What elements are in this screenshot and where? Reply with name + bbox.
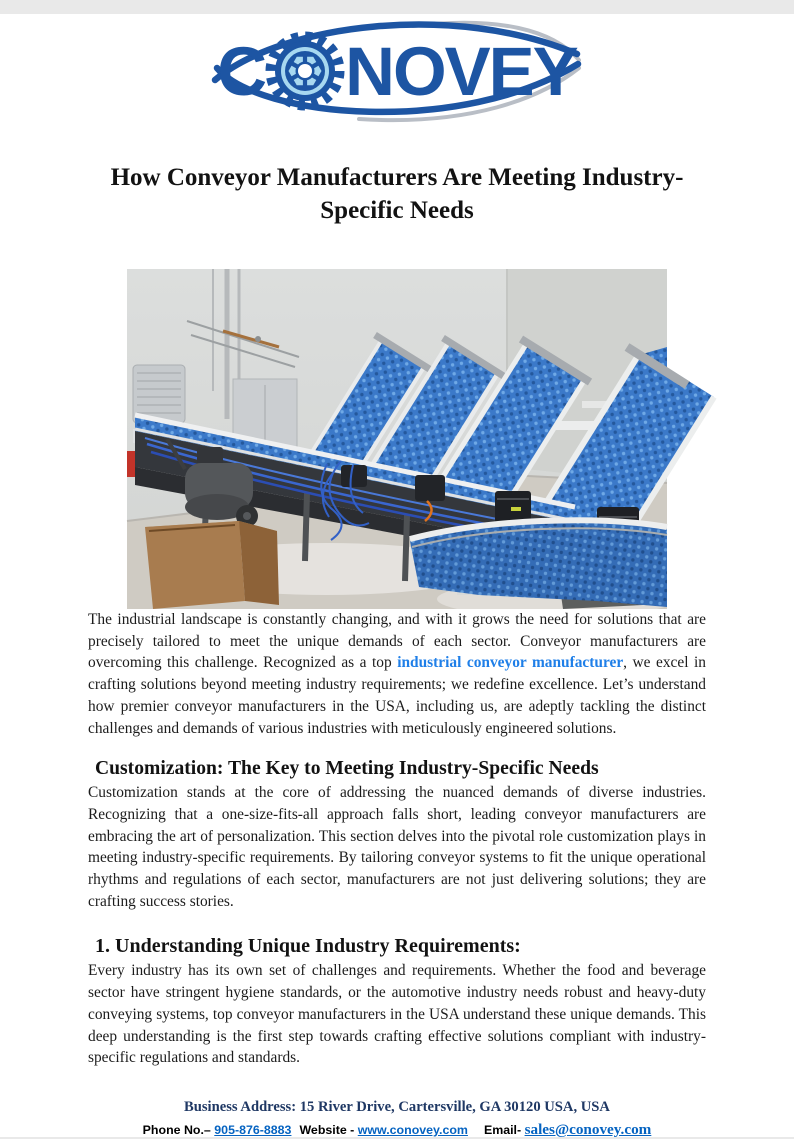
- document-page: [0, 14, 794, 1137]
- intro-text-before: The industrial landscape is constantly changing, and with it grows the need for solutions that are precisely tailored to meet the unique demands of each sector. Conveyor manufacturers are overcoming this challenge. Recognized as a top: [88, 611, 706, 672]
- conveyor-photo: [127, 269, 667, 609]
- page-title: How Conveyor Manufacturers Are Meeting Industry-Specific Needs: [110, 164, 684, 224]
- contact-line: [0, 1121, 794, 1139]
- intro-paragraph: [88, 609, 706, 739]
- email-link[interactable]: sales@conovey.com: [524, 1120, 652, 1138]
- section-paragraph-customization: Customization stands at the core of addressing the nuanced demands of diverse industries. Recognizing that a one-size-fits-all approach falls short, leading conveyor manufacturers are embracing the art of personalization. This section delves into the pivotal role customization plays in meeting industry-specific requirements. By tailoring conveyor systems to fit the unique operational rhythms and regulations of each sector, manufacturers are not just delivering solutions; they are crafting success stories.: [88, 784, 706, 910]
- gear-icon: [262, 28, 348, 114]
- conovey-logo: [207, 14, 587, 128]
- website-label: Website -: [299, 1122, 355, 1137]
- section-heading-requirements: 1. Understanding Unique Industry Requirements:: [95, 935, 521, 958]
- section-heading-customization: Customization: The Key to Meeting Industry-Specific Needs: [95, 758, 599, 780]
- phone-link[interactable]: 905-876-8883: [214, 1122, 292, 1137]
- website-link[interactable]: www.conovey.com: [357, 1122, 468, 1137]
- business-address: Business Address: 15 River Drive, Cartersville, GA 30120 USA, USA: [184, 1098, 610, 1115]
- email-label: Email-: [483, 1122, 522, 1137]
- intro-text-after: , we excel in crafting solutions beyond meeting industry requirements; we redefine excellence. Let’s understand how premier conveyor manufacturers in the USA, including us, are adeptly tackling the distinct challenges and demands of various industries with meticulously engineered solutions.: [88, 654, 706, 737]
- page-footer: [0, 1099, 794, 1139]
- logo-letter-c: C: [217, 32, 266, 110]
- phone-label: Phone No.–: [142, 1122, 211, 1137]
- article-body: [0, 609, 794, 1069]
- section-paragraph-requirements: Every industry has its own set of challenges and requirements. Whether the food and beverage sector have stringent hygiene standards, or the automotive industry needs robust and heavy-duty conveying systems, top conveyor manufacturers in the USA understand these unique demands. This deep understanding is the first step towards crafting effective solutions compliant with industry-specific regulations and standards.: [88, 962, 706, 1067]
- industrial-conveyor-manufacturer-link[interactable]: industrial conveyor manufacturer: [397, 654, 624, 672]
- logo-letters-novey: NOVEY: [345, 32, 577, 110]
